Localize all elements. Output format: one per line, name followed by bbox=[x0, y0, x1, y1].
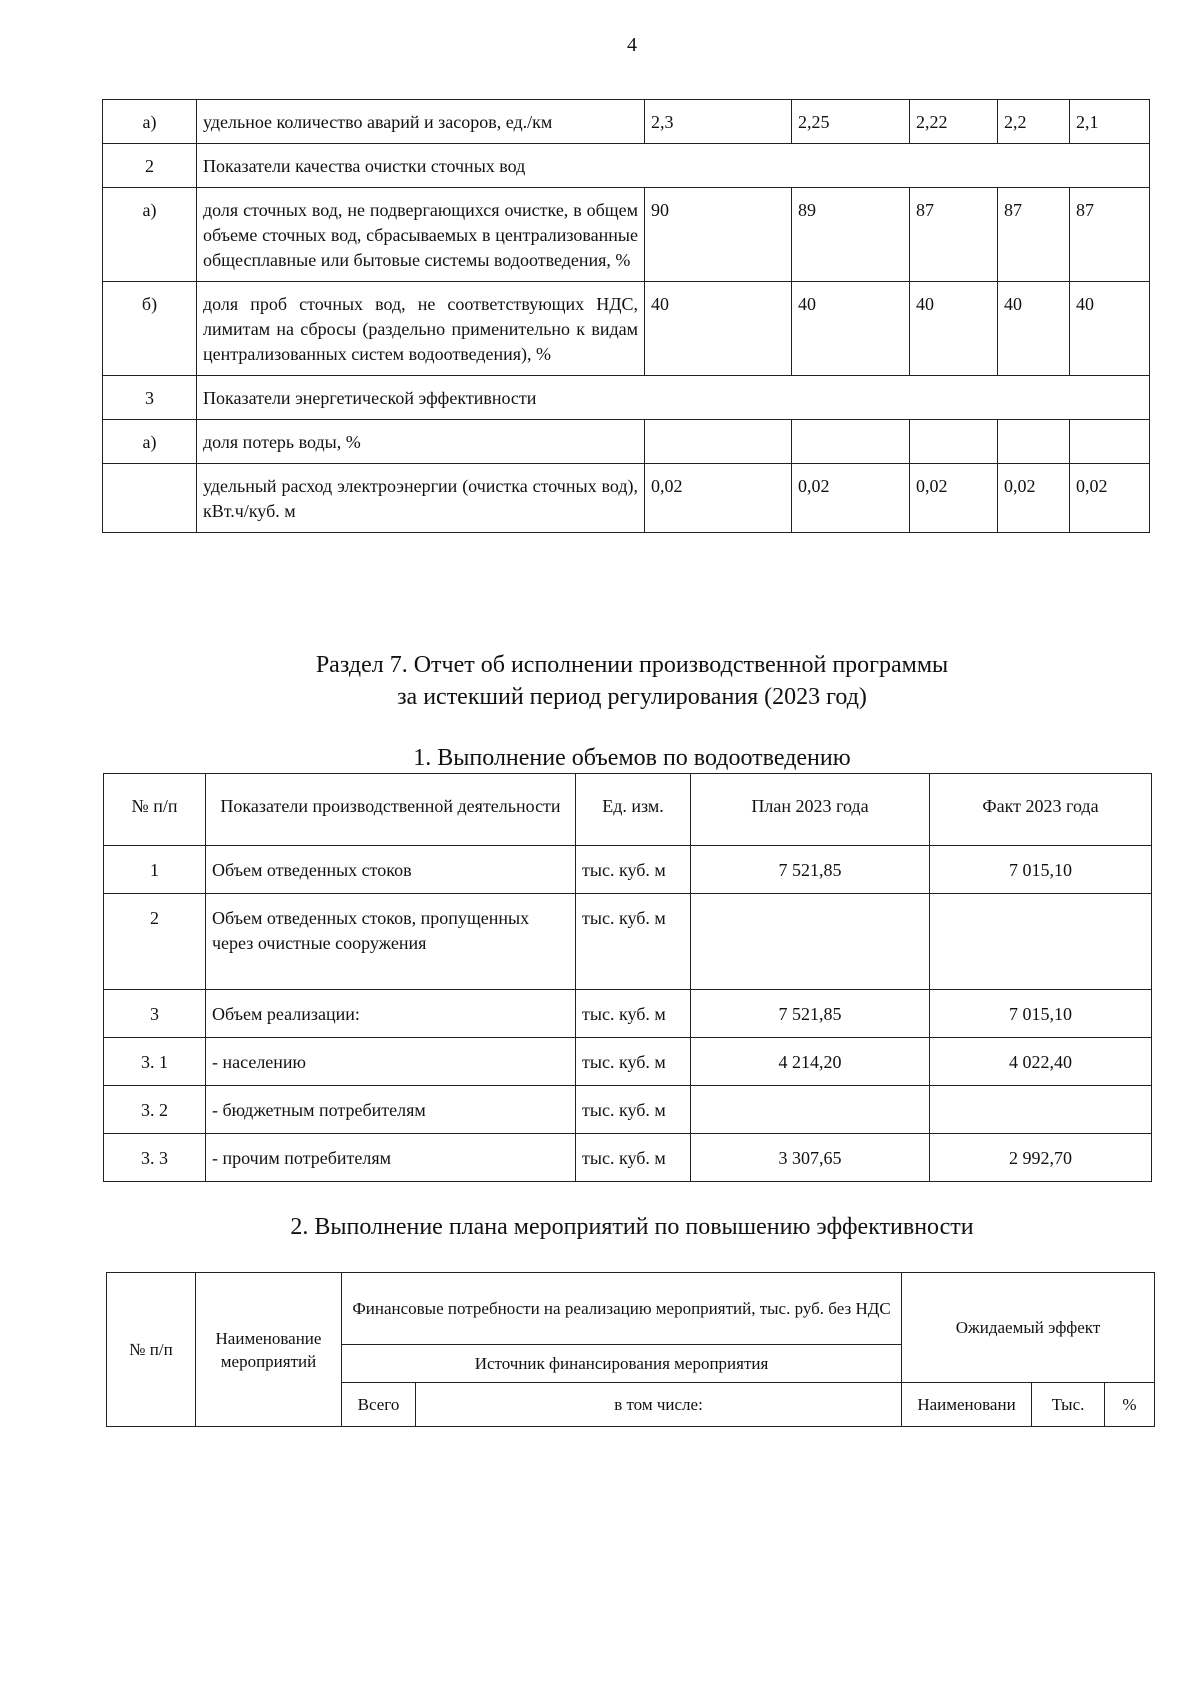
indicator-value: 0,02 bbox=[645, 464, 792, 533]
row-plan: 7 521,85 bbox=[691, 846, 930, 894]
indicator-value: 89 bbox=[792, 188, 910, 282]
row-fact: 4 022,40 bbox=[930, 1038, 1152, 1086]
row-number: а) bbox=[103, 420, 197, 464]
indicator-name: удельный расход электроэнергии (очистка сточных вод), кВт.ч/куб. м bbox=[197, 464, 645, 533]
indicator-value: 40 bbox=[998, 282, 1070, 376]
indicator-value bbox=[910, 420, 998, 464]
subsection-1-title: 1. Выполнение объемов по водоотведению bbox=[413, 745, 851, 771]
page-number: 4 bbox=[627, 34, 637, 56]
table-row bbox=[103, 420, 1150, 464]
row-plan: 4 214,20 bbox=[691, 1038, 930, 1086]
table-row bbox=[103, 282, 1150, 376]
indicator-value: 87 bbox=[910, 188, 998, 282]
row-unit: тыс. куб. м bbox=[576, 1086, 691, 1134]
indicator-value: 0,02 bbox=[792, 464, 910, 533]
table-header-row bbox=[104, 774, 1152, 846]
table-row bbox=[104, 1086, 1152, 1134]
header-unit: Ед. изм. bbox=[576, 774, 691, 846]
table-row bbox=[104, 894, 1152, 990]
header-expected-effect: Ожидаемый эффект bbox=[902, 1273, 1155, 1383]
indicator-value: 2,3 bbox=[645, 100, 792, 144]
row-name: - населению bbox=[206, 1038, 576, 1086]
efficiency-measures-table bbox=[106, 1272, 1155, 1427]
indicator-value bbox=[792, 420, 910, 464]
row-name: Объем отведенных стоков, пропущенных через очистные сооружения bbox=[206, 894, 576, 990]
row-fact: 2 992,70 bbox=[930, 1134, 1152, 1182]
header-finance: Финансовые потребности на реализацию мероприятий, тыс. руб. без НДС bbox=[342, 1273, 902, 1345]
indicator-value: 2,25 bbox=[792, 100, 910, 144]
volumes-table bbox=[103, 773, 1152, 1182]
row-number: 3 bbox=[103, 376, 197, 420]
indicator-value: 40 bbox=[645, 282, 792, 376]
row-plan bbox=[691, 1086, 930, 1134]
header-measure-name: Наименование мероприятий bbox=[196, 1273, 342, 1427]
row-name: Объем реализации: bbox=[206, 990, 576, 1038]
row-number: а) bbox=[103, 100, 197, 144]
indicator-value: 2,2 bbox=[998, 100, 1070, 144]
row-fact: 7 015,10 bbox=[930, 846, 1152, 894]
header-effect-name: Наименовани bbox=[902, 1383, 1032, 1427]
row-unit: тыс. куб. м bbox=[576, 1038, 691, 1086]
indicator-value: 2,22 bbox=[910, 100, 998, 144]
header-total: Всего bbox=[342, 1383, 416, 1427]
table-row bbox=[103, 464, 1150, 533]
indicator-name: удельное количество аварий и засоров, ед./км bbox=[197, 100, 645, 144]
row-unit: тыс. куб. м bbox=[576, 846, 691, 894]
header-effect-thousands: Тыс. bbox=[1032, 1383, 1105, 1427]
header-indicator: Показатели производственной деятельности bbox=[206, 774, 576, 846]
table-row bbox=[103, 100, 1150, 144]
indicator-value: 90 bbox=[645, 188, 792, 282]
table-row bbox=[103, 188, 1150, 282]
indicator-value: 40 bbox=[792, 282, 910, 376]
row-unit: тыс. куб. м bbox=[576, 894, 691, 990]
row-name: - прочим потребителям bbox=[206, 1134, 576, 1182]
indicator-value: 40 bbox=[910, 282, 998, 376]
row-number: 1 bbox=[104, 846, 206, 894]
row-number: 3 bbox=[104, 990, 206, 1038]
row-fact bbox=[930, 894, 1152, 990]
indicator-value bbox=[645, 420, 792, 464]
row-number: б) bbox=[103, 282, 197, 376]
indicator-value bbox=[998, 420, 1070, 464]
header-effect-percent: % bbox=[1105, 1383, 1155, 1427]
table-row bbox=[104, 990, 1152, 1038]
indicator-value: 40 bbox=[1070, 282, 1150, 376]
indicator-value: 87 bbox=[998, 188, 1070, 282]
section-title-line1: Раздел 7. Отчет об исполнении производственной программы bbox=[315, 652, 949, 678]
indicator-value: 0,02 bbox=[1070, 464, 1150, 533]
row-unit: тыс. куб. м bbox=[576, 990, 691, 1038]
row-number: 3. 2 bbox=[104, 1086, 206, 1134]
row-unit: тыс. куб. м bbox=[576, 1134, 691, 1182]
row-plan bbox=[691, 894, 930, 990]
header-finance-source: Источник финансирования мероприятия bbox=[342, 1345, 902, 1383]
subsection-2-title: 2. Выполнение плана мероприятий по повышению эффективности bbox=[290, 1214, 974, 1240]
indicator-value: 0,02 bbox=[910, 464, 998, 533]
indicator-name: доля потерь воды, % bbox=[197, 420, 645, 464]
header-plan: План 2023 года bbox=[691, 774, 930, 846]
row-number: 2 bbox=[103, 144, 197, 188]
row-fact bbox=[930, 1086, 1152, 1134]
indicator-value: 2,1 bbox=[1070, 100, 1150, 144]
table-row bbox=[103, 144, 1150, 188]
indicator-group-title: Показатели качества очистки сточных вод bbox=[197, 144, 1150, 188]
header-fact: Факт 2023 года bbox=[930, 774, 1152, 846]
row-number: 2 bbox=[104, 894, 206, 990]
indicator-name: доля проб сточных вод, не соответствующих НДС, лимитам на сбросы (раздельно применительно к видам централизованных систем водоотведения), % bbox=[197, 282, 645, 376]
header-no: № п/п bbox=[104, 774, 206, 846]
row-fact: 7 015,10 bbox=[930, 990, 1152, 1038]
indicators-table bbox=[102, 99, 1150, 533]
indicator-group-title: Показатели энергетической эффективности bbox=[197, 376, 1150, 420]
section-title-line2: за истекший период регулирования (2023 год) bbox=[397, 684, 867, 710]
indicator-value: 87 bbox=[1070, 188, 1150, 282]
row-number: а) bbox=[103, 188, 197, 282]
indicator-name: доля сточных вод, не подвергающихся очистке, в общем объеме сточных вод, сбрасываемых в централизованные общесплавные или бытовые системы водоотведения, % bbox=[197, 188, 645, 282]
row-number: 3. 1 bbox=[104, 1038, 206, 1086]
table-row bbox=[103, 376, 1150, 420]
row-plan: 3 307,65 bbox=[691, 1134, 930, 1182]
row-plan: 7 521,85 bbox=[691, 990, 930, 1038]
row-number bbox=[103, 464, 197, 533]
row-name: Объем отведенных стоков bbox=[206, 846, 576, 894]
header-including: в том числе: bbox=[416, 1383, 902, 1427]
row-name: - бюджетным потребителям bbox=[206, 1086, 576, 1134]
header-no: № п/п bbox=[107, 1273, 196, 1427]
indicator-value: 0,02 bbox=[998, 464, 1070, 533]
table-row bbox=[104, 1134, 1152, 1182]
row-number: 3. 3 bbox=[104, 1134, 206, 1182]
indicator-value bbox=[1070, 420, 1150, 464]
table-header-row bbox=[107, 1273, 1155, 1345]
table-row bbox=[104, 1038, 1152, 1086]
table-row bbox=[104, 846, 1152, 894]
